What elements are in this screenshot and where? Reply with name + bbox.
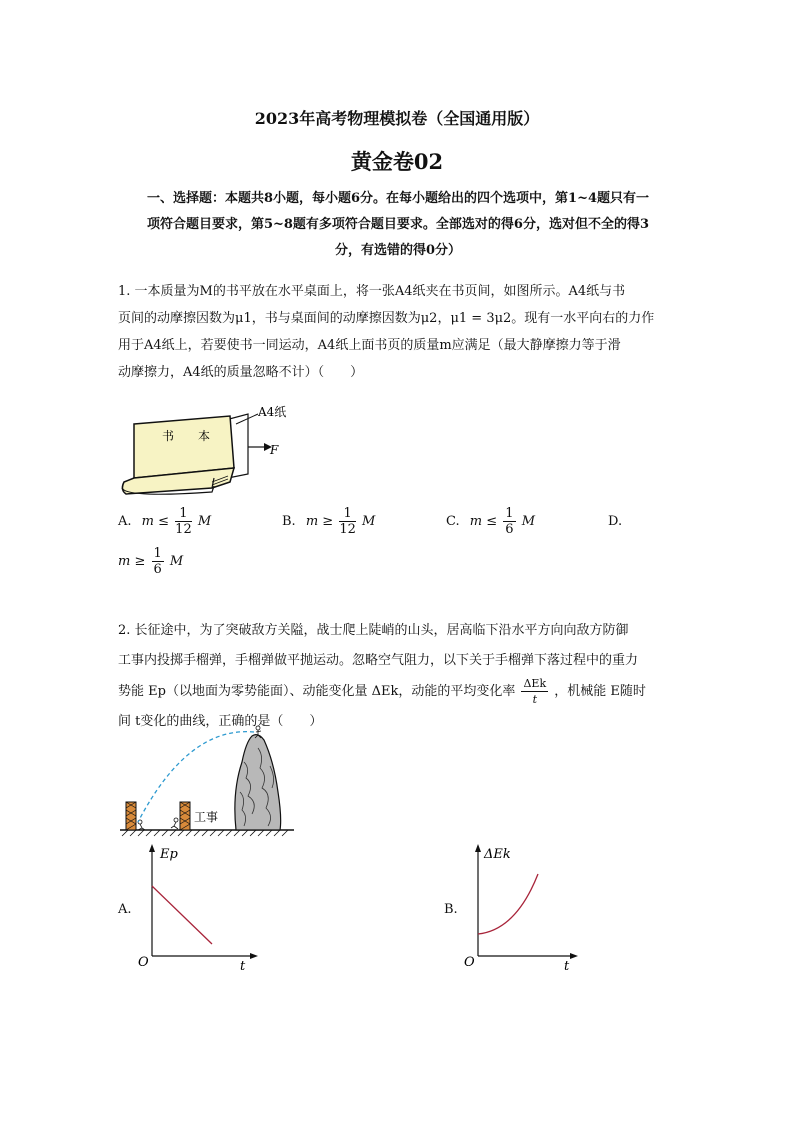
q1-line-2: 页间的动摩擦因数为μ1，书与桌面间的动摩擦因数为μ2，μ1 = 3μ2。现有一水平向右的力作: [118, 311, 655, 326]
question-2-text: [118, 616, 680, 737]
battle-scene-figure: [118, 722, 298, 840]
graph-b-xlabel: t: [564, 959, 570, 972]
section-line-2: 项符合题目要求，第5~8题有多项符合题目要求。全部选对的得6分，选对但不全的得3: [146, 217, 650, 232]
q2-line-1: 2. 长征途中，为了突破敌方关隘，战士爬上陡峭的山头，居高临下沿水平方向向敌方防御: [118, 623, 629, 638]
graph-b-ylabel: ΔEk: [484, 847, 511, 862]
q2-line-2: 工事内投掷手榴弹，手榴弹做平抛运动。忽略空气阻力，以下关于手榴弹下落过程中的重力: [118, 653, 639, 668]
book-label-left: 书: [162, 429, 175, 443]
q1-option-b[interactable]: B. m ≥ $\frac{1}{12}$ M: [282, 506, 376, 537]
paper-label: A4纸: [258, 405, 287, 419]
bunker-wall-left: [126, 802, 136, 830]
q1-option-a[interactable]: A. m ≤ $\frac{1}{12}$ M: [118, 506, 212, 537]
q2-line-4: 间 t变化的曲线，正确的是（ ）: [118, 714, 323, 729]
q1-line-1: 1. 一本质量为M的书平放在水平桌面上，将一张A4纸夹在书页间，如图所示。A4纸与书: [118, 284, 626, 299]
bunker-wall-right: [180, 802, 190, 830]
section-line-3: 分，有选错的得0分）: [334, 243, 462, 258]
question-1-text: [118, 278, 680, 386]
section-instructions: [118, 186, 678, 264]
q2-option-a-letter[interactable]: A.: [118, 902, 132, 917]
graph-b-origin: O: [464, 955, 475, 970]
q1-option-d-letter[interactable]: D.: [608, 514, 623, 529]
q2-line-3: 势能 Ep（以地面为零势能面）、动能变化量 ΔEk，动能的平均变化率 $\frac{\text{ΔEk}}{t}$ ，机械能 E随时: [118, 677, 646, 706]
graph-a-curve: [152, 886, 212, 944]
graph-a-origin: O: [138, 955, 149, 970]
bunker-label: 工事: [194, 810, 219, 824]
book-cover: [134, 416, 234, 478]
q2-option-b-letter[interactable]: B.: [444, 902, 458, 917]
graph-a-xlabel: t: [240, 959, 246, 972]
q1-option-d[interactable]: m ≥ $\frac{1}{6}$ M: [118, 546, 184, 577]
q1-line-3: 用于A4纸上，若要使书一同运动，A4纸上面书页的质量m应满足（最大静摩擦力等于滑: [118, 338, 621, 353]
q1-option-c[interactable]: C. m ≤ $\frac{1}{6}$ M: [446, 506, 535, 537]
book-figure: [118, 402, 318, 502]
book-label-right: 本: [198, 429, 211, 443]
q2-option-b-graph[interactable]: [458, 840, 588, 972]
q2-option-a-graph[interactable]: [132, 840, 262, 972]
graph-a-ylabel: Ep: [160, 847, 178, 862]
section-line-1: 一、选择题：本题共8小题，每小题6分。在每小题给出的四个选项中，第1~4题只有一: [146, 191, 650, 206]
force-label: F: [270, 443, 279, 457]
document-title: 2023年高考物理模拟卷（全国通用版）: [254, 109, 540, 128]
document-subtitle: 黄金卷02: [350, 149, 444, 174]
q1-line-4: 动摩擦力，A4纸的质量忽略不计）（ ）: [118, 365, 364, 380]
graph-b-curve: [478, 874, 538, 934]
